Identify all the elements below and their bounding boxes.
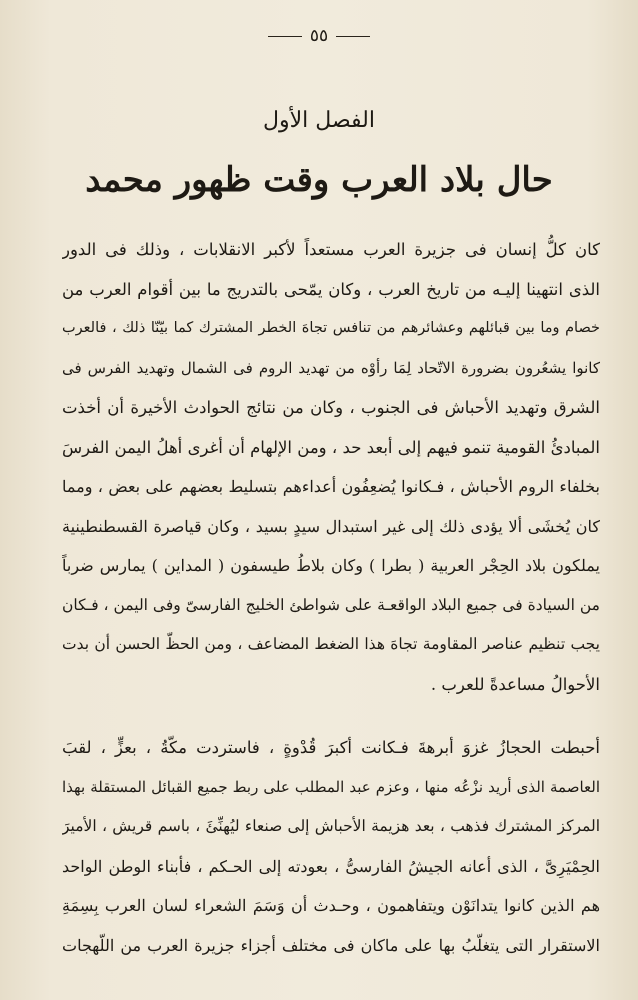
chapter-title: حال بلاد العرب وقت ظهور محمد xyxy=(85,160,553,200)
text-line: العاصمة الذى أريد نزْعُه منها ، وعزم عبد المطلب على ربط جميع القبائل المستقلة بهذا xyxy=(62,777,600,796)
chapter-heading: الفصل الأول xyxy=(263,108,375,133)
paragraph-gap xyxy=(62,704,600,728)
text-line: يجب تنظيم عناصر المقاومة تجاهَ هذا الضغط المضاعف ، ومن الحظّ الحسن أن بدت xyxy=(62,635,600,653)
paragraph-2 xyxy=(62,728,600,965)
text-line: المبادئُ القومية تنمو فيهم إلى أبعد حد ، ومن الإلهام أن أغرى أهلُ اليمن الفرسَ xyxy=(62,437,600,457)
text-line: المركز المشترك فذهب ، بعد هزيمة الأحباش إلى صنعاء ليُهنِّئَ ، باسم قريش ، الأميرَ xyxy=(62,817,600,835)
text-line: من السيادة فى جميع البلاد الواقعـة على شواطئ الخليج الفارسىّ وفى اليمن ، فـكان xyxy=(62,595,600,614)
text-line: الحِمْيَرِىَّ ، الذى أعانه الجيشُ الفارسىُّ ، بعودته إلى الحـكم ، فأبناء الوطن الواحد xyxy=(62,856,600,876)
body-text xyxy=(62,230,600,965)
page-number: ٥٥ xyxy=(309,26,329,46)
text-line: أحبطت الحجازُ غزوَ أبرهةَ فـكانت أكبرَ قُدْوةٍ ، فاستردت مكّةُ ، بعزٍّ ، لقبَ xyxy=(62,738,600,757)
text-line: الشرق وتهديد الأحباش فى الجنوب ، وكان من نتائج الحوادث الأخيرة أن أخذت xyxy=(62,398,600,417)
text-line: الاستقرار التى يتغلّبُ بها على ماكان فى مختلف أجزاء جزيرة العرب من اللّهجات xyxy=(62,935,600,955)
right-dash xyxy=(336,36,370,37)
text-line: كان يُخشَى ألا يؤدى ذلك إلى غير استبدال سيدٍ بسيد ، وكان قياصرة القسطنطينية xyxy=(62,516,600,536)
page-number-row xyxy=(0,26,638,46)
text-line: بخلفاء الروم الأحباش ، فـكانوا يُضعِفُون أعداءهم بتسليط بعضهم على بعض ، ومما xyxy=(62,477,600,496)
text-line: كان كلُّ إنسان فى جزيرة العرب مستعداً لأكبر الانقلابات ، وذلك فى الدور xyxy=(62,240,600,259)
left-dash xyxy=(268,36,302,37)
text-line: الذى انتهينا إليـه من تاريخ العرب ، وكان يمّحى بالتدريج ما بين أقوام العرب من xyxy=(62,279,600,299)
text-line: يملكون بلاد الحِجْر العربية ( بطرا ) وكان بلاطُ طيسفون ( المداين ) يمارس ضرباً xyxy=(62,556,600,575)
paragraph-1 xyxy=(62,230,600,704)
text-line: الأحوالُ مساعدةً للعرب . xyxy=(430,674,600,694)
text-line: كانوا يشعُرون بضرورة الاتّحاد لِمَا رأوْه من تهديد الروم فى الشمال وتهديد الفرس فى xyxy=(62,358,600,377)
text-line: خصام وما بين قبائلهم وعشائرهم من تنافس تجاهَ الخطر المشترك كما بيّنّا ذلك ، فالعرب xyxy=(62,320,600,336)
text-line: هم الذين كانوا يتدانَوْن ويتفاهمون ، وحـدث أن وَسَمَ الشعراء لسان العرب بِسِمَةِ xyxy=(62,896,600,915)
